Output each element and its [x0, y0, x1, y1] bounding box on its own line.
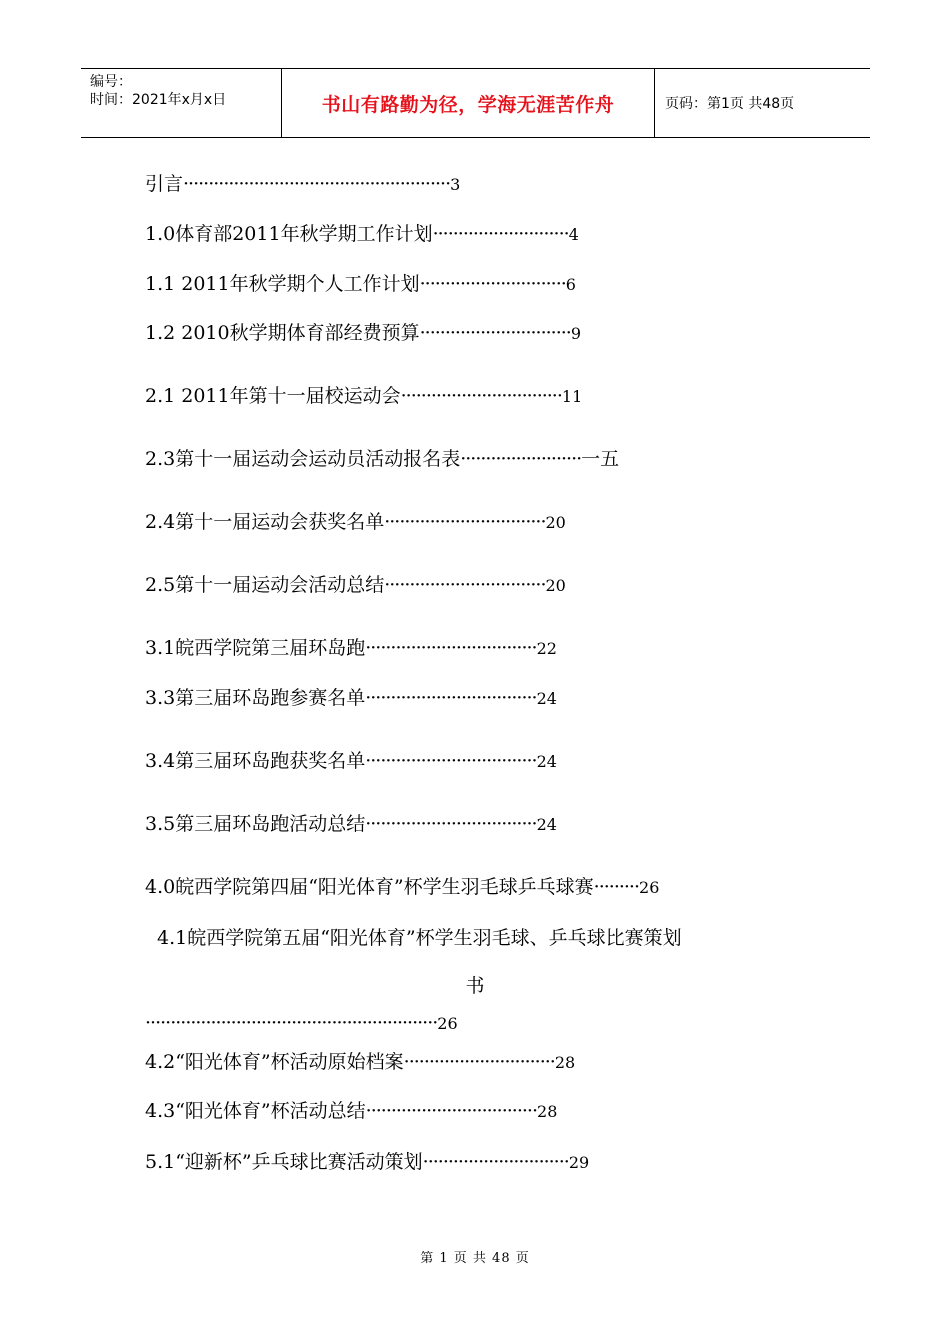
toc-entry-title: 1.2 2010秋学期体育部经费预算	[145, 322, 420, 344]
toc-entry-leader: ······························	[403, 1051, 555, 1073]
toc-entry-title: 3.5第三届环岛跑活动总结	[145, 813, 366, 835]
toc-entry[interactable]	[145, 573, 566, 598]
toc-entry[interactable]	[145, 686, 557, 711]
toc-entry[interactable]	[145, 222, 579, 247]
toc-entry-title: 3.1皖西学院第三届环岛跑	[145, 637, 366, 659]
toc-entry-page: 11	[561, 387, 583, 406]
toc-entry-title: 2.3第十一届运动会运动员活动报名表	[145, 448, 461, 470]
page-footer: 第 1 页 共 48 页	[420, 1251, 530, 1266]
toc-entry[interactable]	[145, 812, 557, 837]
toc-entry-title: 引言	[145, 173, 184, 195]
toc-entry[interactable]	[145, 272, 576, 297]
toc-entry[interactable]	[145, 749, 557, 774]
toc-entry-leader: ··································	[365, 687, 537, 709]
header-page-cell	[655, 69, 870, 137]
toc-entry-leader: ··························································	[145, 1012, 438, 1034]
toc-entry[interactable]	[145, 321, 581, 346]
toc-entry-title: 5.1“迎新杯”乒乓球比赛活动策划	[145, 1151, 423, 1173]
toc-entry-leader: ··································	[365, 813, 537, 835]
toc-entry-leader: ·········	[593, 876, 640, 898]
toc-entry[interactable]	[145, 1050, 575, 1075]
toc-entry-page: 9	[570, 324, 581, 343]
toc-entry-title: 4.0皖西学院第四届“阳光体育”杯学生羽毛球乒乓球赛	[145, 876, 594, 898]
toc-entry-title: 2.1 2011年第十一届校运动会	[145, 385, 401, 407]
header-info-cell	[81, 69, 282, 137]
toc-entry-page: 20	[545, 513, 566, 532]
toc-entry-title: 3.4第三届环岛跑获奖名单	[145, 750, 366, 772]
toc-entry[interactable]	[145, 172, 460, 197]
toc-entry-page: 28	[554, 1053, 576, 1072]
toc-entry-title: 1.0体育部2011年秋学期工作计划	[145, 223, 433, 245]
toc-entry-page: 26	[639, 878, 660, 897]
toc-entry-page: 一五	[581, 448, 620, 470]
toc-entry[interactable]	[145, 875, 659, 900]
toc-entry[interactable]	[145, 447, 619, 471]
toc-entry-page: 22	[536, 639, 557, 658]
page-header	[81, 68, 870, 138]
toc-entry-leader: ·····························	[422, 1151, 569, 1173]
toc-entry-wrapped-leader-row	[145, 1011, 458, 1036]
toc-entry-leader: ······························	[419, 322, 571, 344]
toc-entry-title: 4.2“阳光体育”杯活动原始档案	[145, 1051, 404, 1073]
toc-entry[interactable]	[145, 384, 582, 409]
header-page-label: 页码：第1页 共48页	[665, 96, 795, 112]
toc-entry-page: 24	[536, 815, 557, 834]
toc-entry[interactable]	[145, 1099, 557, 1124]
toc-entry-page: 3	[450, 175, 461, 194]
toc-entry-title: 2.5第十一届运动会活动总结	[145, 574, 385, 596]
toc-entry-title: 3.3第三届环岛跑参赛名单	[145, 687, 366, 709]
toc-entry-leader: ································	[384, 574, 546, 596]
toc-entry[interactable]	[145, 510, 566, 535]
toc-entry-leader: ··································	[365, 637, 537, 659]
toc-entry-wrapped-title-line1[interactable]: 4.1皖西学院第五届“阳光体育”杯学生羽毛球、乒乓球比赛策划	[157, 927, 682, 949]
toc-entry-title: 1.1 2011年秋学期个人工作计划	[145, 273, 420, 295]
toc-entry-page: 6	[565, 275, 576, 294]
toc-entry-page: 4	[568, 225, 579, 244]
toc-entry-leader: ································	[400, 385, 562, 407]
document-number-label: 编号：	[90, 74, 132, 90]
document-time-label: 时间：2021年x月x日	[90, 92, 227, 108]
toc-entry-title: 4.3“阳光体育”杯活动总结	[145, 1100, 366, 1122]
header-motto: 书山有路勤为径，学海无涯苦作舟	[321, 93, 615, 116]
toc-entry-title: 2.4第十一届运动会获奖名单	[145, 511, 385, 533]
toc-entry-leader: ································	[384, 511, 546, 533]
toc-entry-leader: ·····························	[419, 273, 566, 295]
toc-entry-wrapped-title-line2: 书	[465, 975, 485, 997]
toc-entry-leader: ··································	[365, 750, 537, 772]
toc-entry-page: 26	[437, 1014, 458, 1033]
toc-entry[interactable]	[145, 636, 557, 661]
toc-entry-page: 20	[545, 576, 566, 595]
toc-entry-page: 29	[568, 1153, 590, 1172]
toc-entry-leader: ·····················································	[183, 173, 451, 195]
toc-entry-page: 24	[536, 752, 557, 771]
toc-entry[interactable]	[145, 1150, 589, 1175]
header-motto-cell	[282, 69, 655, 137]
toc-entry-leader: ··································	[365, 1100, 538, 1122]
toc-entry-page: 24	[536, 689, 557, 708]
toc-entry-page: 28	[537, 1102, 558, 1121]
toc-entry-leader: ························	[460, 448, 582, 470]
toc-entry-leader: ···························	[432, 223, 569, 245]
